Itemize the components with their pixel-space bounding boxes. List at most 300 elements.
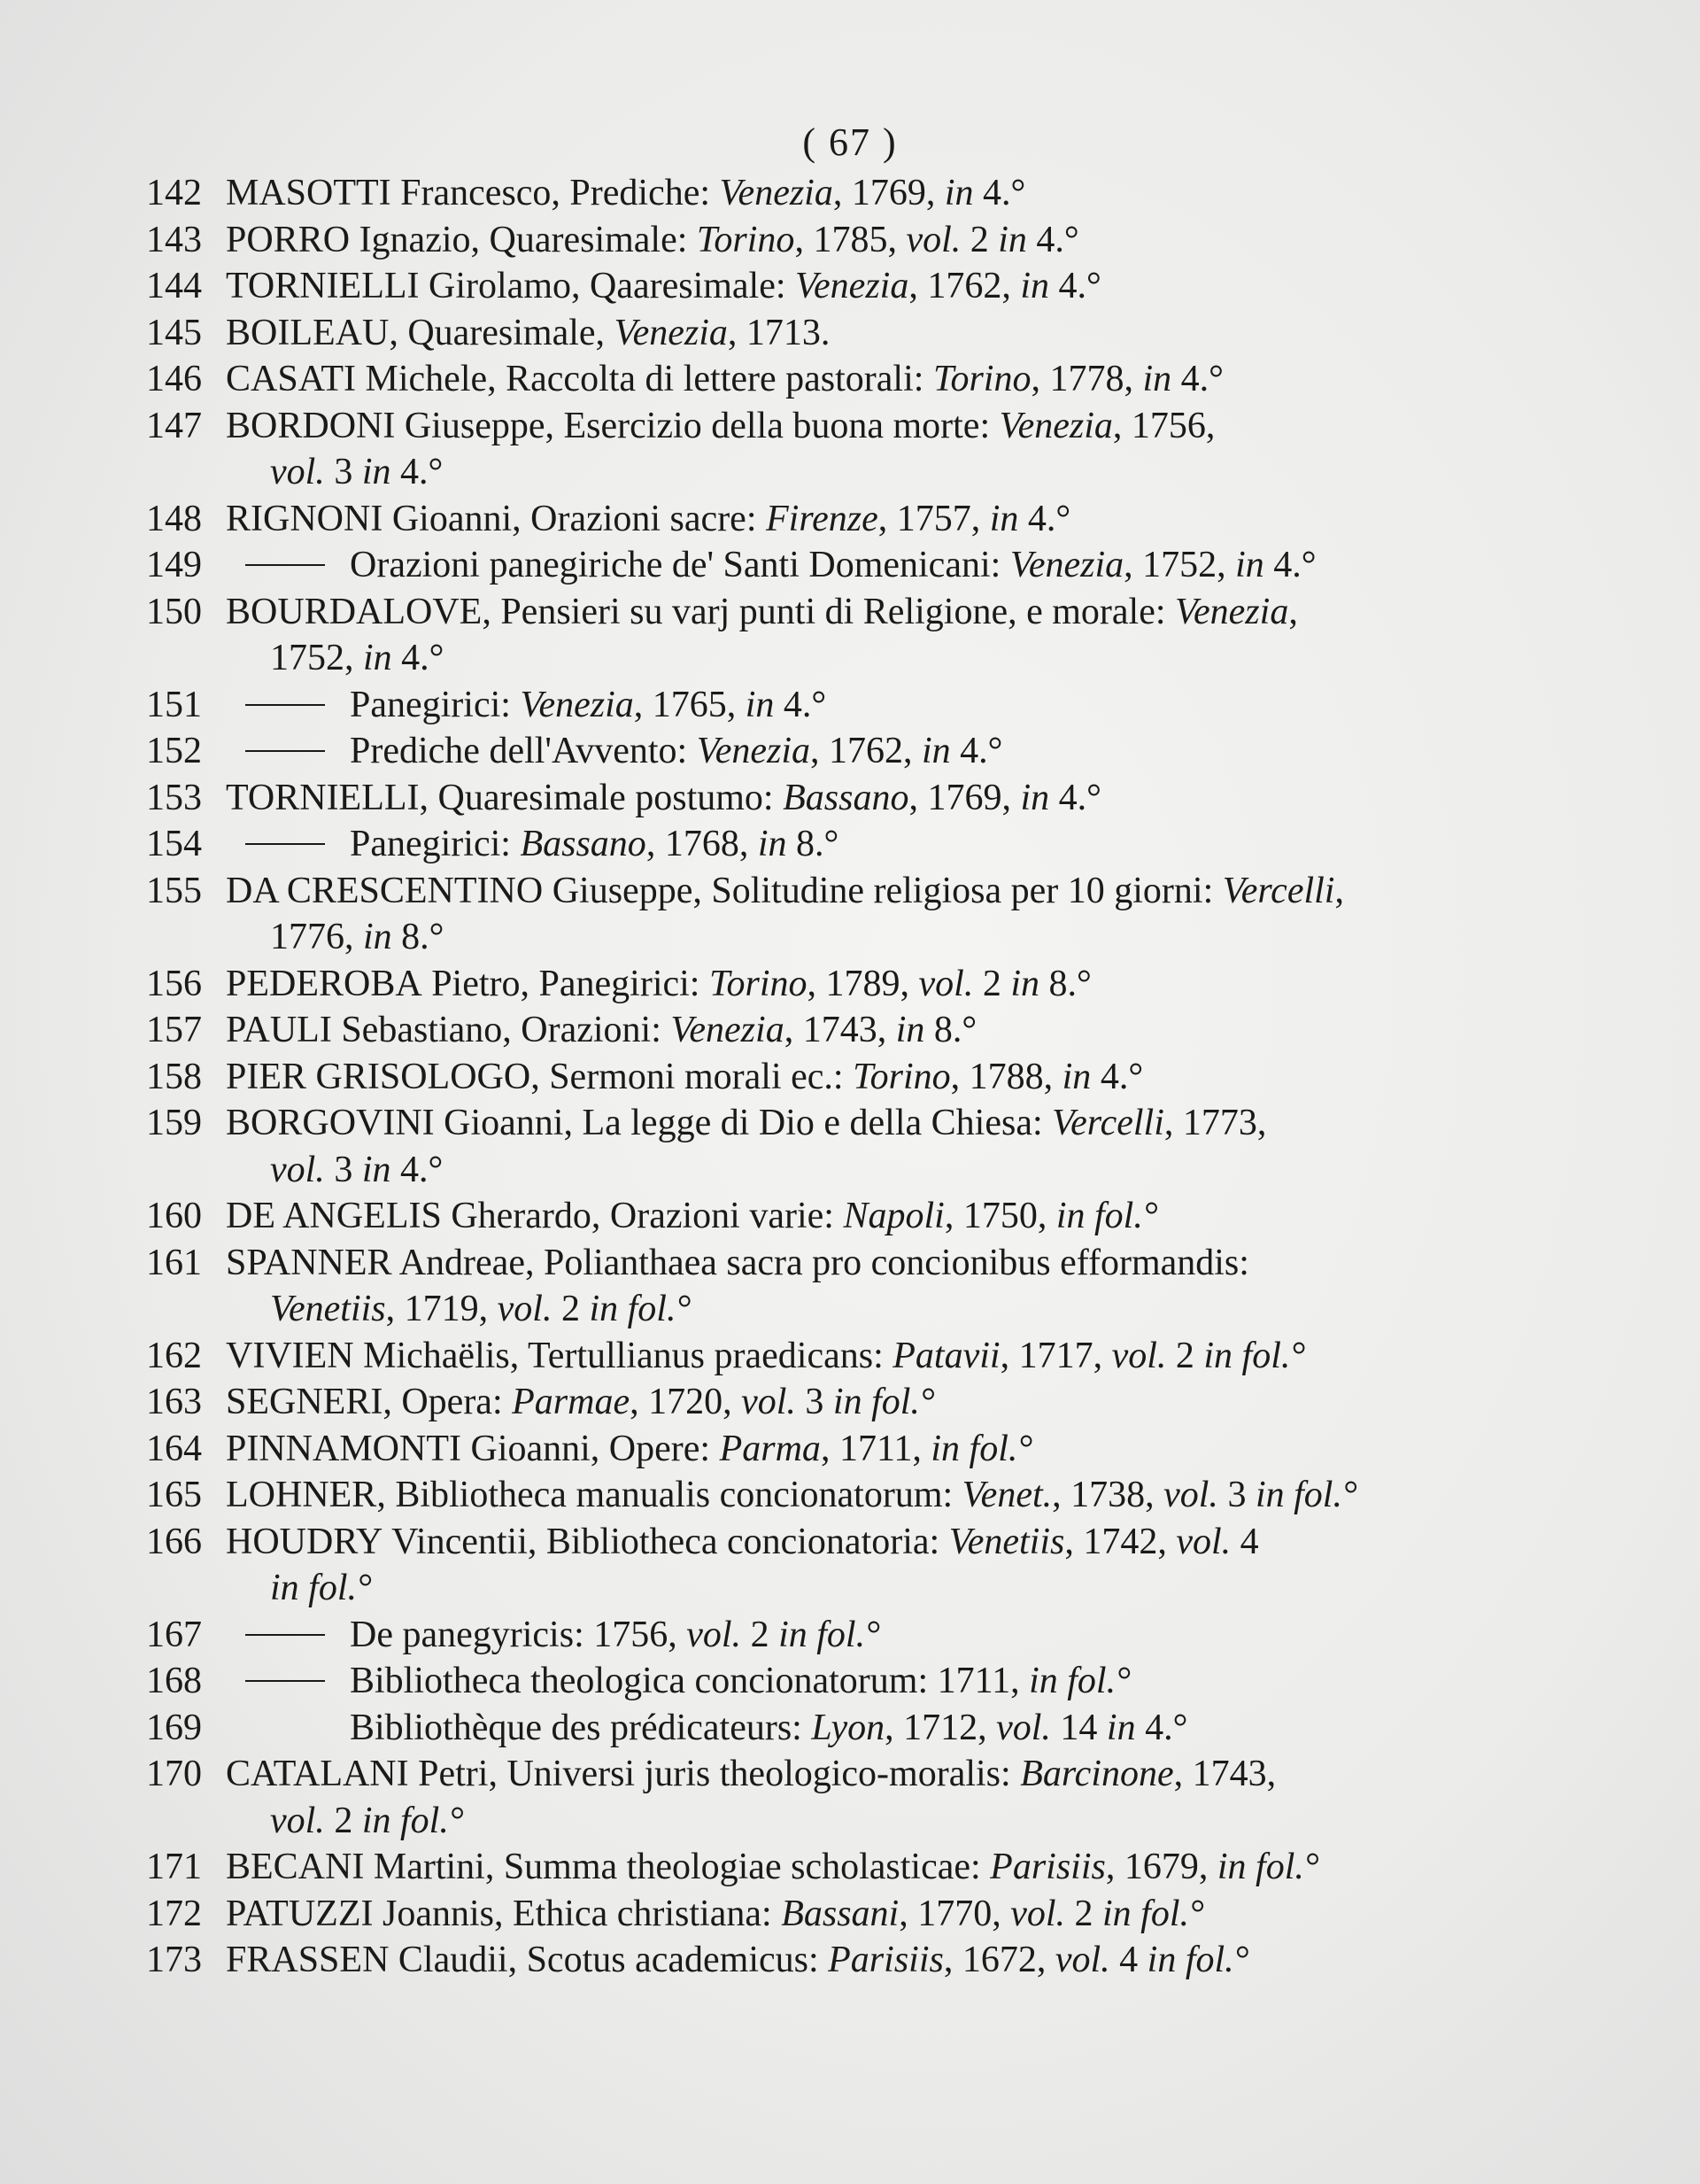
entry-body xyxy=(226,1519,1545,1566)
entry-text: 4.° xyxy=(1171,359,1224,399)
author-name: CASATI xyxy=(226,359,357,399)
catalogue-entry xyxy=(146,1751,1545,1798)
entry-number: 167 xyxy=(146,1614,202,1655)
ditto-dash xyxy=(245,704,325,706)
entry-text: 4.° xyxy=(774,684,827,725)
italic-text: in xyxy=(361,452,391,492)
entry-text: , 1762, xyxy=(908,266,1021,306)
catalogue-entry xyxy=(146,1705,1545,1752)
catalogue-entry xyxy=(146,1100,1545,1147)
italic-text: vol. xyxy=(1055,1940,1110,1980)
italic-text: vol. xyxy=(270,1149,325,1190)
entry-text: Panegirici: xyxy=(350,824,521,864)
entry-body xyxy=(226,1007,1545,1054)
entry-text: Francesco, Prediche: xyxy=(390,173,720,213)
entry-text: , 1770, xyxy=(899,1893,1011,1934)
entry-text: , 1672, xyxy=(943,1940,1055,1980)
entry-body xyxy=(226,1333,1545,1380)
entry-text: Giuseppe, Solitudine religiosa per 10 giorni: xyxy=(543,870,1223,911)
entry-number: 162 xyxy=(146,1335,202,1376)
catalogue-entry xyxy=(146,1379,1545,1426)
entry-text: , 1742, xyxy=(1064,1521,1177,1562)
entry-text: Orazioni panegiriche de' Santi Domenicani: xyxy=(350,545,1010,585)
italic-text: in xyxy=(1020,266,1049,306)
catalogue-entry xyxy=(146,496,1545,543)
entry-text: , 1769, xyxy=(832,173,945,213)
entry-number: 155 xyxy=(146,870,202,911)
entry-text: , Opera: xyxy=(382,1382,513,1422)
entry-number: 169 xyxy=(146,1707,202,1748)
entry-text: , Sermoni morali ec.: xyxy=(530,1056,854,1097)
italic-text: vol. xyxy=(996,1707,1051,1748)
italic-text: in xyxy=(944,173,974,213)
italic-text: Venetiis xyxy=(270,1289,386,1329)
italic-text: in fol.° xyxy=(1147,1940,1249,1980)
entry-number: 153 xyxy=(146,777,202,818)
entry-text: 4.° xyxy=(1263,545,1317,585)
entry-body xyxy=(226,1844,1545,1891)
ditto-dash xyxy=(245,1634,325,1636)
entry-text: Andreae, Polianthaea sacra pro concionibus efformandis: xyxy=(391,1242,1249,1283)
catalogue-entries xyxy=(146,170,1545,1984)
italic-text: in xyxy=(361,1149,391,1190)
entry-continuation xyxy=(146,1565,1545,1612)
entry-body xyxy=(226,496,1545,543)
entry-text: , 1756, xyxy=(1112,405,1216,446)
italic-text: Patavii xyxy=(892,1335,1001,1376)
entry-number: 156 xyxy=(146,963,202,1004)
catalogue-entry xyxy=(146,775,1545,822)
italic-text: in fol.° xyxy=(1055,1196,1158,1236)
entry-text: , 1711, xyxy=(820,1428,931,1469)
italic-text: in xyxy=(1106,1707,1136,1748)
entry-text: 3 xyxy=(324,1149,362,1190)
entry-number: 157 xyxy=(146,1010,202,1050)
entry-text: 2 xyxy=(1065,1893,1103,1934)
italic-text: in fol.° xyxy=(1029,1661,1131,1701)
catalogue-entry xyxy=(146,589,1545,636)
italic-text: in fol.° xyxy=(778,1614,880,1655)
italic-text: vol. xyxy=(1163,1475,1218,1515)
entry-number: 163 xyxy=(146,1382,202,1422)
entry-text: , 1712, xyxy=(885,1707,997,1748)
entry-number: 145 xyxy=(146,312,202,353)
entry-number: 160 xyxy=(146,1196,202,1236)
author-name: DE ANGELIS xyxy=(226,1196,442,1236)
entry-text: , 1773, xyxy=(1163,1103,1267,1143)
entry-text: 1752, xyxy=(270,638,363,678)
entry-number: 164 xyxy=(146,1428,202,1469)
italic-text: Bassani xyxy=(781,1893,900,1934)
entry-body xyxy=(226,775,1545,822)
italic-text: in xyxy=(745,684,775,725)
entry-text: , 1789, xyxy=(807,963,919,1004)
italic-text: Napoli xyxy=(843,1196,945,1236)
italic-text: Bassano xyxy=(783,777,909,818)
catalogue-entry xyxy=(146,356,1545,403)
entry-body xyxy=(226,170,1545,217)
catalogue-entry xyxy=(146,217,1545,264)
entry-text: , 1719, xyxy=(385,1289,498,1329)
entry-text: Martini, Summa theologiae scholasticae: xyxy=(364,1847,991,1887)
author-name: TORNIELLI xyxy=(226,266,420,306)
catalogue-entry xyxy=(146,1472,1545,1519)
entry-text: 14 xyxy=(1050,1707,1107,1748)
entry-text: , 1679, xyxy=(1105,1847,1217,1887)
italic-text: in xyxy=(998,219,1027,260)
italic-text: in xyxy=(363,638,392,678)
entry-body xyxy=(226,403,1545,450)
entry-text: Ignazio, Quaresimale: xyxy=(350,219,697,260)
entry-text: 4.° xyxy=(1026,219,1079,260)
entry-text: 4 xyxy=(1231,1521,1259,1562)
entry-body xyxy=(226,542,1545,589)
entry-number: 151 xyxy=(146,684,202,725)
catalogue-entry xyxy=(146,868,1545,915)
entry-text: 4.° xyxy=(950,731,1003,771)
entry-text: Bibliotheca theologica concionatorum: 1711, xyxy=(350,1661,1030,1701)
author-name: PAULI xyxy=(226,1010,332,1050)
entry-text: 4 xyxy=(1109,1940,1148,1980)
italic-text: Venetiis xyxy=(948,1521,1065,1562)
entry-text: 2 xyxy=(973,963,1011,1004)
entry-continuation xyxy=(146,1286,1545,1333)
entry-text: 4.° xyxy=(1049,266,1101,306)
entry-number: 142 xyxy=(146,173,202,213)
italic-text: Barcinone xyxy=(1020,1754,1174,1794)
entry-text: Giuseppe, Esercizio della buona morte: xyxy=(395,405,1000,446)
entry-number: 171 xyxy=(146,1847,202,1887)
author-name: FRASSEN xyxy=(226,1940,390,1980)
italic-text: in fol.° xyxy=(1255,1475,1357,1515)
entry-body xyxy=(226,682,1545,729)
entry-number: 168 xyxy=(146,1661,202,1701)
entry-text: 4.° xyxy=(973,173,1026,213)
italic-text: in xyxy=(1235,545,1264,585)
entry-text: 1776, xyxy=(270,917,363,957)
italic-text: Torino xyxy=(708,963,808,1004)
entry-number: 161 xyxy=(146,1242,202,1283)
author-name: MASOTTI xyxy=(226,173,391,213)
italic-text: Torino xyxy=(853,1056,951,1097)
entry-number: 165 xyxy=(146,1475,202,1515)
entry-text: , xyxy=(1334,870,1344,911)
entry-text: 2 xyxy=(552,1289,590,1329)
entry-number: 150 xyxy=(146,591,202,632)
entry-body xyxy=(226,1612,1545,1659)
italic-text: in xyxy=(921,731,951,771)
entry-body xyxy=(226,1937,1545,1984)
catalogue-entry xyxy=(146,728,1545,775)
entry-text: 2 xyxy=(741,1614,779,1655)
italic-text: vol. xyxy=(906,219,962,260)
catalogue-entry xyxy=(146,1891,1545,1938)
italic-text: Venezia xyxy=(520,684,634,725)
italic-text: Venezia xyxy=(795,266,909,306)
entry-number: 146 xyxy=(146,359,202,399)
author-name: RIGNONI xyxy=(226,498,383,539)
italic-text: vol. xyxy=(686,1614,742,1655)
author-name: PINNAMONTI xyxy=(226,1428,461,1469)
italic-text: Parma xyxy=(719,1428,821,1469)
entry-text: 4.° xyxy=(1135,1707,1188,1748)
entry-text: Michele, Raccolta di lettere pastorali: xyxy=(356,359,933,399)
italic-text: vol. xyxy=(1176,1521,1232,1562)
entry-continuation xyxy=(146,635,1545,682)
italic-text: Venet. xyxy=(962,1475,1053,1515)
entry-number: 147 xyxy=(146,405,202,446)
entry-text: , 1768, xyxy=(645,824,758,864)
entry-text: , 1738, xyxy=(1052,1475,1164,1515)
italic-text: vol. xyxy=(497,1289,552,1329)
author-name: CATALANI xyxy=(226,1754,409,1794)
catalogue-entry xyxy=(146,1937,1545,1984)
entry-text: Joannis, Ethica christiana: xyxy=(373,1893,782,1934)
catalogue-entry xyxy=(146,1240,1545,1287)
entry-text: 4.° xyxy=(1091,1056,1144,1097)
entry-continuation xyxy=(146,449,1545,496)
entry-text: , 1717, xyxy=(1000,1335,1112,1376)
italic-text: in fol.° xyxy=(832,1382,935,1422)
entry-text: Bibliothèque des prédicateurs: xyxy=(350,1707,812,1748)
entry-body xyxy=(226,589,1545,636)
entry-text: 8.° xyxy=(391,917,444,957)
italic-text: in fol.° xyxy=(589,1289,692,1329)
entry-text: De panegyricis: 1756, xyxy=(350,1614,687,1655)
author-name: PIER GRISOLOGO xyxy=(226,1056,531,1097)
entry-body xyxy=(226,961,1545,1008)
ditto-dash xyxy=(245,1680,325,1682)
entry-text: Sebastiano, Orazioni: xyxy=(331,1010,671,1050)
author-name: TORNIELLI xyxy=(226,777,420,818)
italic-text: in xyxy=(1062,1056,1092,1097)
entry-text: 4.° xyxy=(1018,498,1071,539)
entry-text: 4.° xyxy=(390,1149,444,1190)
author-name: BOURDALOVE xyxy=(226,591,483,632)
entry-text: Panegirici: xyxy=(350,684,521,725)
author-name: SPANNER xyxy=(226,1242,392,1283)
entry-text: , 1765, xyxy=(633,684,746,725)
entry-text: , 1743, xyxy=(1173,1754,1277,1794)
entry-body xyxy=(226,1751,1545,1798)
entry-body xyxy=(226,1658,1545,1705)
entry-body xyxy=(226,821,1545,868)
entry-number: 173 xyxy=(146,1940,202,1980)
entry-text: 8.° xyxy=(1039,963,1092,1004)
italic-text: Venezia xyxy=(999,405,1113,446)
entry-text: , Quaresimale, xyxy=(389,312,614,353)
ditto-dash xyxy=(245,750,325,752)
italic-text: in xyxy=(363,917,392,957)
entry-number: 144 xyxy=(146,266,202,306)
italic-text: Bassano xyxy=(520,824,646,864)
author-name: HOUDRY xyxy=(226,1521,383,1562)
entry-text: , 1757, xyxy=(877,498,990,539)
catalogue-entry xyxy=(146,961,1545,1008)
author-name: BOILEAU xyxy=(226,312,390,353)
italic-text: vol. xyxy=(270,1800,325,1841)
italic-text: Torino xyxy=(932,359,1032,399)
entry-body xyxy=(226,217,1545,264)
entry-continuation xyxy=(146,914,1545,961)
italic-text: in fol.° xyxy=(1203,1335,1306,1376)
entry-body xyxy=(226,868,1545,915)
italic-text: Venezia xyxy=(719,173,833,213)
entry-text: , Bibliotheca manualis concionatorum: xyxy=(376,1475,962,1515)
italic-text: in xyxy=(757,824,787,864)
catalogue-entry xyxy=(146,1054,1545,1101)
entry-body xyxy=(226,1193,1545,1240)
entry-body xyxy=(226,310,1545,357)
catalogue-entry xyxy=(146,1612,1545,1659)
author-name: BECANI xyxy=(226,1847,365,1887)
entry-text: Claudii, Scotus academicus: xyxy=(389,1940,829,1980)
italic-text: Lyon xyxy=(811,1707,885,1748)
italic-text: vol. xyxy=(918,963,974,1004)
entry-text: Vincentii, Bibliotheca concionatoria: xyxy=(382,1521,949,1562)
author-name: PATUZZI xyxy=(226,1893,374,1934)
italic-text: in fol.° xyxy=(270,1568,372,1608)
catalogue-entry xyxy=(146,1333,1545,1380)
page-number: ( 67 ) xyxy=(802,120,898,164)
entry-body xyxy=(226,263,1545,310)
author-name: PORRO xyxy=(226,219,351,260)
entry-body xyxy=(226,1891,1545,1938)
italic-text: vol. xyxy=(1111,1335,1167,1376)
entry-text: Gioanni, La legge di Dio e della Chiesa: xyxy=(434,1103,1053,1143)
ditto-dash xyxy=(245,843,325,845)
entry-number: 152 xyxy=(146,731,202,771)
entry-number: 170 xyxy=(146,1754,202,1794)
entry-body xyxy=(226,356,1545,403)
entry-text: 2 xyxy=(324,1800,362,1841)
entry-text: 3 xyxy=(324,452,362,492)
catalogue-entry xyxy=(146,1519,1545,1566)
entry-body xyxy=(226,1100,1545,1147)
entry-text: 8.° xyxy=(924,1010,978,1050)
entry-text: 4.° xyxy=(391,638,444,678)
entry-text: , Pensieri su varj punti di Religione, e morale: xyxy=(482,591,1176,632)
entry-text: Gioanni, Orazioni sacre: xyxy=(382,498,766,539)
author-name: LOHNER xyxy=(226,1475,377,1515)
entry-text: Girolamo, Qaaresimale: xyxy=(419,266,796,306)
italic-text: Firenze xyxy=(766,498,878,539)
author-name: BORGOVINI xyxy=(226,1103,435,1143)
entry-continuation xyxy=(146,1798,1545,1845)
entry-text: 4.° xyxy=(1049,777,1101,818)
entry-number: 149 xyxy=(146,545,202,585)
italic-text: Parisiis xyxy=(828,1940,944,1980)
italic-text: in fol.° xyxy=(1102,1893,1204,1934)
entry-number: 172 xyxy=(146,1893,202,1934)
entry-body xyxy=(226,728,1545,775)
entry-text: 2 xyxy=(1166,1335,1204,1376)
entry-body xyxy=(226,1054,1545,1101)
entry-text: , 1752, xyxy=(1124,545,1236,585)
italic-text: in fol.° xyxy=(1217,1847,1319,1887)
entry-text: , 1785, xyxy=(794,219,907,260)
catalogue-entry xyxy=(146,682,1545,729)
italic-text: in xyxy=(1142,359,1172,399)
italic-text: in xyxy=(895,1010,925,1050)
catalogue-entry xyxy=(146,1426,1545,1473)
entry-body xyxy=(226,1705,1545,1752)
italic-text: vol. xyxy=(741,1382,796,1422)
entry-text: , 1788, xyxy=(950,1056,1062,1097)
author-name: PEDEROBA xyxy=(226,963,422,1004)
entry-text: 3 xyxy=(1217,1475,1256,1515)
italic-text: Parmae xyxy=(512,1382,630,1422)
entry-continuation xyxy=(146,1147,1545,1194)
catalogue-entry xyxy=(146,821,1545,868)
catalogue-entry xyxy=(146,1193,1545,1240)
entry-text: , 1769, xyxy=(908,777,1021,818)
catalogue-entry xyxy=(146,542,1545,589)
italic-text: Torino xyxy=(696,219,795,260)
entry-body xyxy=(226,1472,1545,1519)
italic-text: in xyxy=(989,498,1019,539)
entry-number: 166 xyxy=(146,1521,202,1562)
entry-text: , 1720, xyxy=(630,1382,742,1422)
italic-text: in xyxy=(1020,777,1050,818)
ditto-dash xyxy=(245,564,325,566)
entry-text: Michaëlis, Tertullianus praedicans: xyxy=(353,1335,893,1376)
entry-text: Pietro, Panegirici: xyxy=(421,963,709,1004)
catalogue-entry xyxy=(146,1658,1545,1705)
entry-text: , 1713. xyxy=(727,312,831,353)
italic-text: vol. xyxy=(1010,1893,1066,1934)
entry-text: , 1778, xyxy=(1031,359,1143,399)
italic-text: in xyxy=(1010,963,1039,1004)
author-name: VIVIEN xyxy=(226,1335,354,1376)
catalogue-entry xyxy=(146,1007,1545,1054)
entry-text: 4.° xyxy=(390,452,444,492)
entry-text: Petri, Universi juris theologico-moralis: xyxy=(408,1754,1021,1794)
italic-text: Parisiis xyxy=(990,1847,1106,1887)
italic-text: Vercelli xyxy=(1052,1103,1164,1143)
entry-text: , xyxy=(1288,591,1298,632)
entry-text: Gherardo, Orazioni varie: xyxy=(441,1196,844,1236)
entry-number: 154 xyxy=(146,824,202,864)
italic-text: vol. xyxy=(270,452,325,492)
entry-text: , 1762, xyxy=(809,731,922,771)
author-name: SEGNERI xyxy=(226,1382,383,1422)
entry-text: Gioanni, Opere: xyxy=(461,1428,720,1469)
catalogue-entry xyxy=(146,403,1545,450)
entry-text: , 1750, xyxy=(944,1196,1056,1236)
catalogue-entry xyxy=(146,263,1545,310)
entry-text: , 1743, xyxy=(784,1010,896,1050)
entry-number: 159 xyxy=(146,1103,202,1143)
italic-text: Venezia xyxy=(670,1010,784,1050)
italic-text: Vercelli xyxy=(1222,870,1335,911)
entry-number: 158 xyxy=(146,1056,202,1097)
entry-text: , Quaresimale postumo: xyxy=(419,777,784,818)
italic-text: Venezia xyxy=(1009,545,1124,585)
entry-text: 8.° xyxy=(786,824,839,864)
entry-text: 2 xyxy=(961,219,999,260)
author-name: DA CRESCENTINO xyxy=(226,870,544,911)
italic-text: in fol.° xyxy=(931,1428,1033,1469)
entry-body xyxy=(226,1426,1545,1473)
catalogue-entry xyxy=(146,310,1545,357)
catalogue-entry xyxy=(146,170,1545,217)
entry-body xyxy=(226,1379,1545,1426)
entry-text: Prediche dell'Avvento: xyxy=(350,731,697,771)
italic-text: Venezia xyxy=(696,731,810,771)
catalogue-entry xyxy=(146,1844,1545,1891)
entry-body xyxy=(226,1240,1545,1287)
